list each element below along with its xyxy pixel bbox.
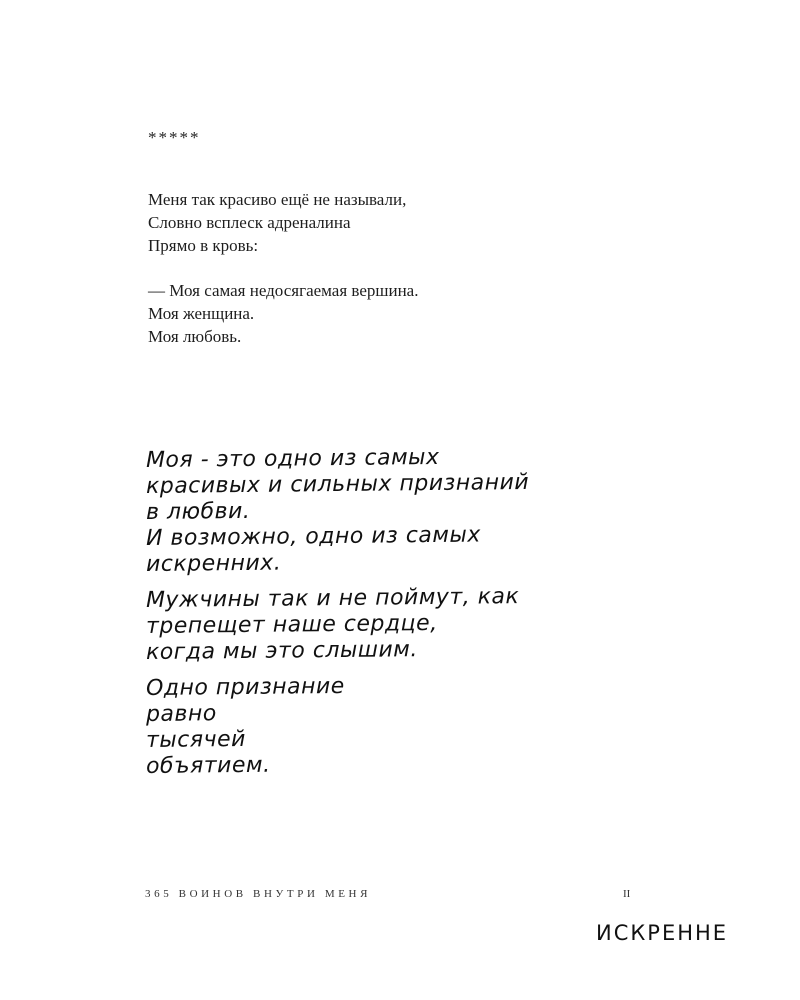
running-footer-title: 365 ВОИНОВ ВНУТРИ МЕНЯ — [145, 888, 372, 900]
handwritten-line: объятием. — [145, 752, 271, 779]
poem-line: Прямо в кровь: — [148, 236, 259, 255]
poem-line: — Моя самая недосягаемая вершина. — [148, 281, 419, 300]
section-separator: ***** — [148, 128, 201, 147]
handwritten-line: когда мы это слышим. — [145, 637, 418, 665]
handwritten-stamp: ИСКРЕННЕ — [596, 921, 729, 945]
handwritten-line: Одно признание — [145, 673, 345, 701]
handwritten-line: красивых и сильных признаний — [145, 469, 530, 499]
handwritten-line: трепещет наше сердце, — [145, 610, 438, 639]
handwritten-line: в любви. — [145, 498, 251, 525]
handwritten-line: искренних. — [145, 550, 282, 577]
poem — [148, 188, 418, 348]
handwritten-line: И возможно, одно из самых — [145, 522, 481, 551]
poem-line: Моя любовь. — [148, 327, 242, 346]
page-number: II — [623, 888, 631, 900]
handwritten-line: равно — [145, 701, 217, 727]
poem-line: Меня так красиво ещё не называли, — [148, 190, 407, 209]
poem-line: Словно всплеск адреналина — [148, 213, 351, 232]
stanza-gap — [148, 257, 418, 279]
handwritten-line: тысячей — [145, 726, 246, 753]
handwritten-note — [145, 444, 530, 780]
handwritten-line: Моя - это одно из самых — [145, 444, 440, 473]
handwritten-line: Мужчины так и не поймут, как — [145, 584, 520, 613]
poem-line: Моя женщина. — [148, 304, 255, 323]
